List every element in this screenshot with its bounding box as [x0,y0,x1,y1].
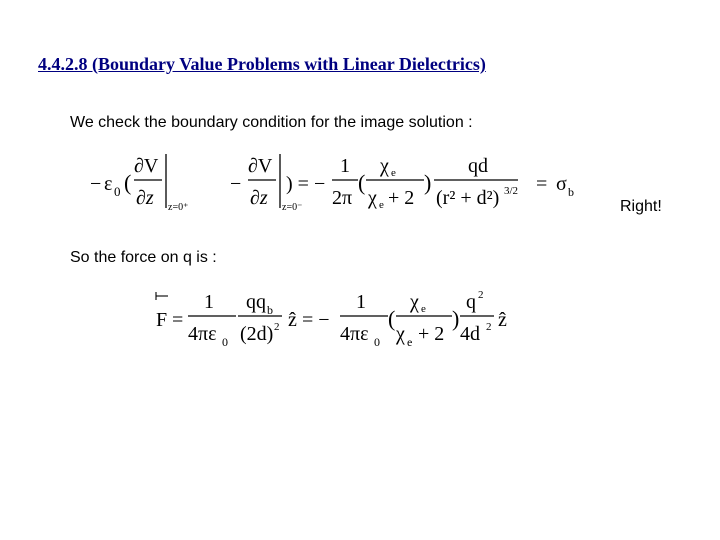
eq2-chi-top-sub: e [421,303,426,315]
eq2-four-pi-eps: 4πε [188,323,217,345]
eq1-sigma-sub: b [568,185,574,199]
eq2-eps-sub-2: 0 [374,335,380,349]
eq1-epsilon: ε [104,173,113,195]
eq2-qq: qq [246,291,266,313]
right-remark: Right! [620,198,662,215]
eq1-chi-top: χ [380,155,389,177]
eq1-eval-minus: z=0⁻ [282,202,303,213]
eq1-denominator: (r² + d²) [436,187,500,209]
eq2-zhat: ẑ [288,309,297,331]
eq2-force: F [156,309,168,331]
eq2-paren-close: ) [452,306,460,331]
page-title: 4.4.2.8 (Boundary Value Problems with Linear Dielectrics) [38,54,486,74]
eq2-chi-bottom: χ [396,323,405,345]
eq1-eval-plus: z=0⁺ [168,202,189,213]
eq1-equals-minus: ) = − [286,173,326,195]
eq1-one: 1 [340,155,350,177]
eq2-q: q [466,291,476,313]
eq1-epsilon-sub: 0 [114,184,121,199]
eq2-zhat-2: ẑ [498,309,507,331]
eq2-paren-open: ( [388,306,396,331]
eq2-q-sq: 2 [478,289,484,301]
eq1-minus-2: − [230,173,242,195]
eq2-chi-bottom-sub: e [407,335,413,349]
eq1-chi-bottom: χ [368,187,377,209]
eq1-paren-close: ) [424,170,432,195]
eq2-eps-sub: 0 [222,335,228,349]
eq1-chi-top-sub: e [391,167,396,179]
eq1-qd: qd [468,155,488,177]
eq1-dv-top: ∂V [134,155,159,177]
eq2-two-d-sq: 2 [274,321,280,333]
eq2-two-d: (2d) [240,323,274,345]
eq2-four-pi-eps-2: 4πε [340,323,369,345]
force-equation [150,284,530,354]
eq1-dz-bottom: ∂z [136,187,154,209]
eq1-chi-bottom-sub: e [379,199,384,211]
eq2-one: 1 [204,291,214,313]
eq2-equals: = [172,309,184,331]
eq1-sigma: σ [556,173,567,195]
eq2-plus-two: + 2 [418,323,445,345]
boundary-condition-text: We check the boundary condition for the image solution : [70,114,473,131]
boundary-condition-equation [90,148,590,218]
eq2-qq-sub: b [267,303,273,317]
eq1-equals: = [536,173,548,195]
eq2-equals-minus: = − [302,309,330,331]
force-text: So the force on q is : [70,249,217,266]
eq1-two-pi: 2π [332,187,353,209]
eq2-four-d: 4d [460,323,480,345]
eq1-minus-sign: − [90,173,102,195]
eq1-dz-bottom-2: ∂z [250,187,268,209]
eq1-paren-open: ( [358,170,366,195]
eq2-chi-top: χ [410,291,419,313]
eq1-dv-top-2: ∂V [248,155,273,177]
eq2-four-d-sq: 2 [486,321,492,333]
eq1-plus-two: + 2 [388,187,415,209]
eq1-exponent: 3/2 [504,185,519,197]
eq1-paren: ( [124,170,132,195]
eq2-one-2: 1 [356,291,366,313]
